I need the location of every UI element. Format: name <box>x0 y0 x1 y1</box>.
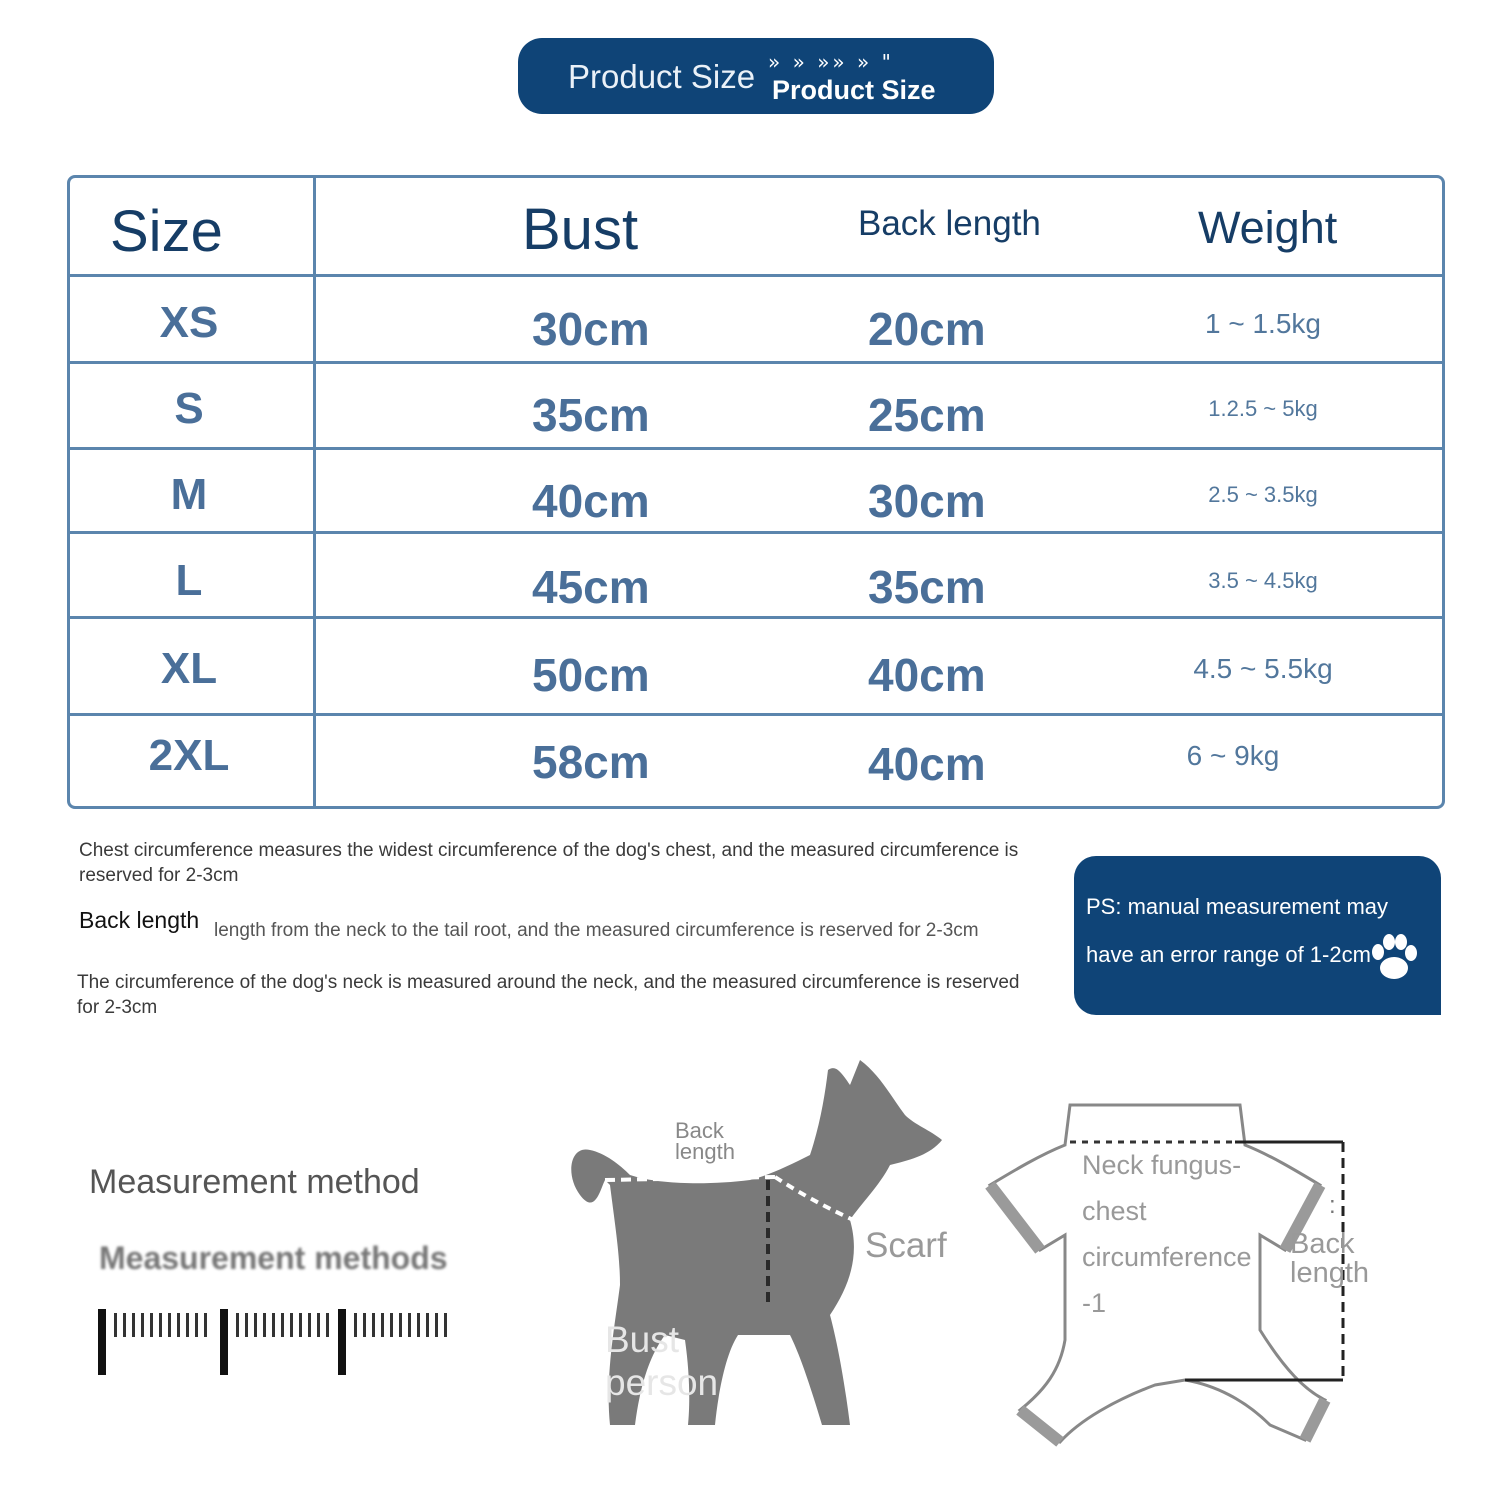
ps-line-2: have an error range of 1-2cm <box>1086 942 1371 967</box>
row-back-length: 40cm <box>868 738 986 790</box>
back-length-label: Back length <box>79 907 200 933</box>
table-row-divider <box>70 531 1442 534</box>
row-size: M <box>170 470 208 519</box>
paw-icon <box>1364 928 1424 988</box>
row-weight: 6 ~ 9kg <box>1186 740 1280 771</box>
row-back-length: 30cm <box>868 475 986 527</box>
measurement-method-title: Measurement method <box>89 1163 420 1201</box>
row-back-length: 20cm <box>868 303 986 355</box>
dog-scarf-label: Scarf <box>865 1226 947 1265</box>
row-bust: 30cm <box>532 303 650 355</box>
garment-back-length-label: Back length <box>1290 1228 1370 1289</box>
ps-notice <box>1074 856 1441 1015</box>
header-back-length: Back length <box>858 204 1041 243</box>
row-back-length: 40cm <box>868 649 986 701</box>
table-row-divider <box>70 274 1442 277</box>
row-back-length: 35cm <box>868 561 986 613</box>
table-row-divider <box>70 361 1442 364</box>
row-size: S <box>174 384 204 433</box>
row-size: XS <box>159 298 219 347</box>
header-size: Size <box>110 199 223 264</box>
ruler-icon <box>96 1305 456 1380</box>
row-bust: 35cm <box>532 389 650 441</box>
garment-colon: : <box>1329 1192 1336 1219</box>
table-row-divider <box>70 713 1442 716</box>
banner-arrows-icon: » » »» » " <box>768 50 894 74</box>
measurement-method-subtitle: Measurement methods <box>99 1240 448 1276</box>
neck-note: The circumference of the dog's neck is measured around the neck, and the measured circumference is reserved for 2-3cm <box>77 972 1020 1018</box>
row-weight: 2.5 ~ 3.5kg <box>1208 482 1318 507</box>
row-size: 2XL <box>148 731 230 780</box>
size-table <box>67 175 1445 809</box>
row-weight: 4.5 ~ 5.5kg <box>1193 653 1333 684</box>
table-row-divider <box>70 616 1442 619</box>
chest-note: Chest circumference measures the widest circumference of the dog's chest, and the measured circumference is reserved for 2-3cm <box>79 840 1019 886</box>
garment-neck-chest-label: Neck fungus-chest circumference -1 <box>1082 1150 1252 1318</box>
dog-bust-label: Bust person <box>605 1319 719 1403</box>
table-row-divider <box>70 447 1442 450</box>
ps-line-1: PS: manual measurement may <box>1086 894 1389 919</box>
row-bust: 40cm <box>532 475 650 527</box>
row-size: XL <box>160 644 218 693</box>
row-back-length: 25cm <box>868 389 986 441</box>
banner-title: Product Size <box>568 58 756 95</box>
header-bust: Bust <box>522 197 639 262</box>
row-bust: 45cm <box>532 561 650 613</box>
back-length-note: length from the neck to the tail root, and the measured circumference is reserved for 2-3cm <box>214 920 979 941</box>
row-size: L <box>175 556 203 605</box>
table-column-divider <box>313 178 316 806</box>
header-weight: Weight <box>1198 202 1338 253</box>
row-bust: 50cm <box>532 649 650 701</box>
row-bust: 58cm <box>532 736 650 788</box>
product-size-banner <box>518 38 994 114</box>
banner-subtitle: Product Size <box>772 75 936 105</box>
row-weight: 3.5 ~ 4.5kg <box>1208 568 1318 593</box>
row-weight: 1 ~ 1.5kg <box>1205 308 1321 339</box>
dog-back-length-label: Back length <box>675 1118 735 1164</box>
row-weight: 1.2.5 ~ 5kg <box>1208 396 1318 421</box>
